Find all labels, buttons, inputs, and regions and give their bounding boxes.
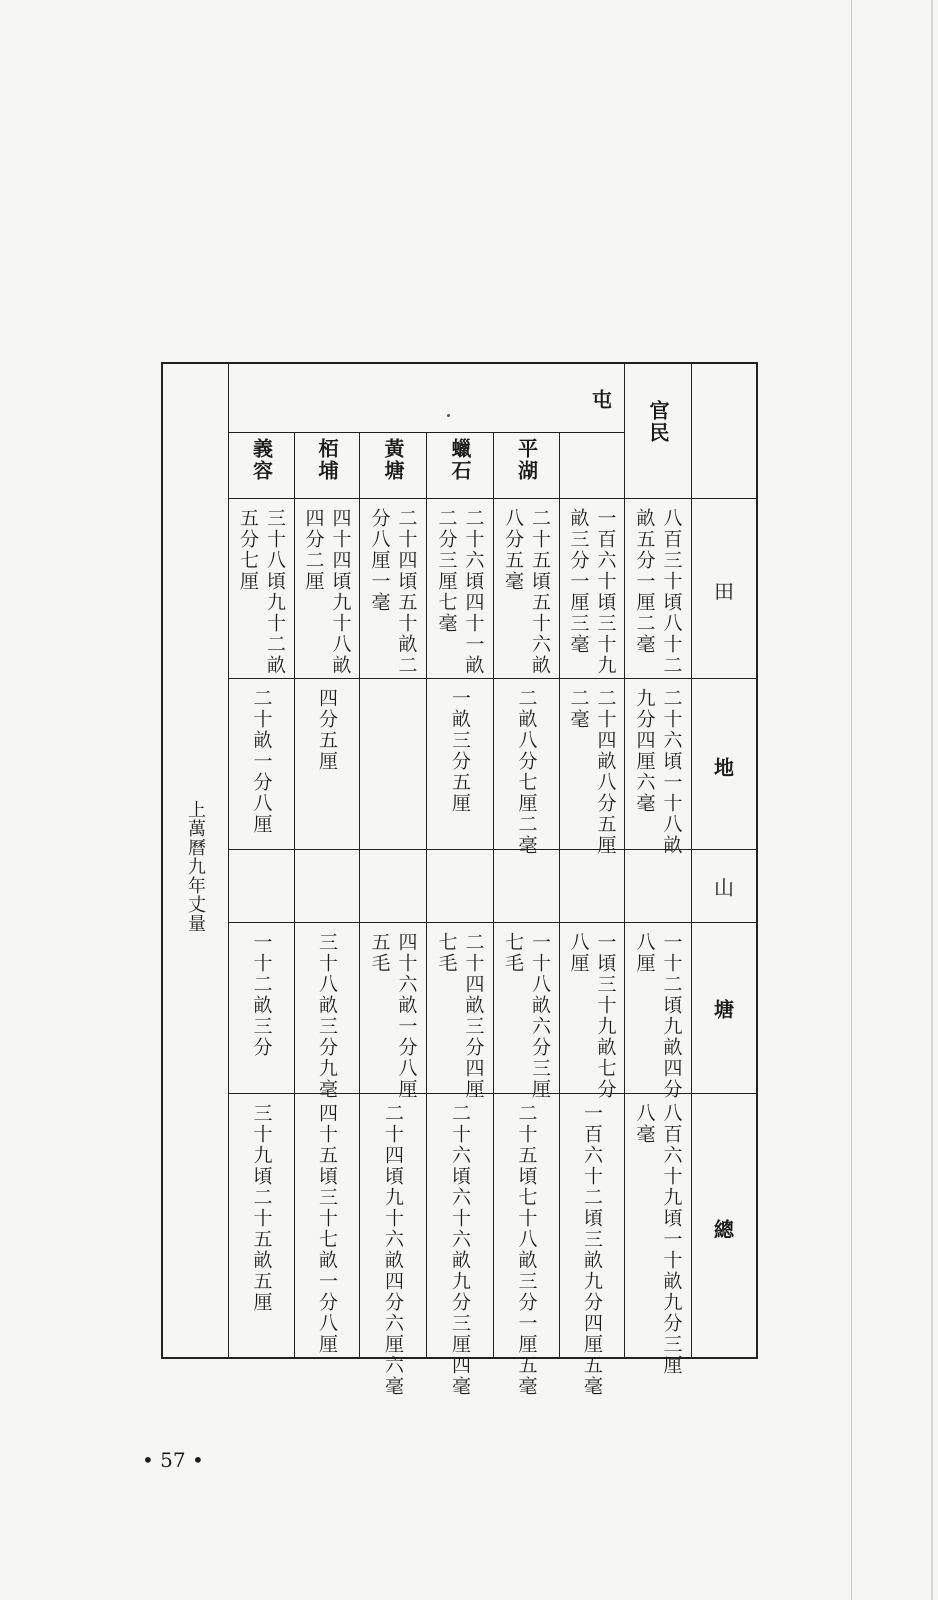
page-edge-line-outer bbox=[931, 0, 933, 1600]
cell-yirong-zong bbox=[228, 1093, 294, 1357]
cell-text: 三十八頃九十二畝 五分七厘 bbox=[237, 508, 286, 676]
cell-yirong-tang bbox=[228, 922, 294, 1093]
cell-yirong-tian bbox=[228, 498, 294, 678]
row-head-pinghu bbox=[493, 432, 559, 498]
cell-text: 四十五頃三十七畝一分八厘 bbox=[316, 1103, 338, 1355]
cell-pinghu-tian bbox=[493, 498, 559, 678]
divider bbox=[691, 362, 692, 1359]
cell-text: 一十八畝六分三厘 七毛 bbox=[502, 932, 551, 1100]
cell-text: 三十八畝三分九毫 bbox=[316, 932, 338, 1100]
col-head-di: 地 bbox=[714, 755, 734, 780]
page-edge-line bbox=[851, 0, 852, 1600]
cell-huangtang-tang bbox=[359, 922, 426, 1100]
row-head-lashi bbox=[426, 432, 493, 498]
cell-guanmin-di bbox=[624, 678, 691, 856]
cell-text: 一十二畝三分 bbox=[250, 932, 273, 1058]
cell-text: 二十四頃九十六畝四分六厘六毫 bbox=[382, 1103, 404, 1397]
header-guanmin: 官民 bbox=[646, 400, 670, 444]
row-head-yirong bbox=[228, 432, 294, 498]
cell-pinghu-zong bbox=[493, 1093, 559, 1397]
cell-text: 二十四頃五十畝二 分八厘一毫 bbox=[368, 508, 418, 676]
cell-text: 一十二頃九畝四分 八厘 bbox=[633, 932, 683, 1100]
header-tun-cell bbox=[228, 362, 624, 432]
cell-tun-tang bbox=[559, 922, 624, 1100]
col-head-shan: 山 bbox=[714, 875, 734, 900]
cell-pinghu-tang bbox=[493, 922, 559, 1100]
table-border-right bbox=[756, 362, 758, 1359]
cell-lashi-tang bbox=[426, 922, 493, 1100]
row-head-label: 栢埔 bbox=[315, 438, 339, 482]
cell-guanmin-zong bbox=[624, 1093, 691, 1376]
cell-text: 二十五頃五十六畝 八分五毫 bbox=[502, 508, 551, 676]
cell-text: 二十四畝三分四厘 七毛 bbox=[435, 932, 485, 1100]
cell-text: 一百六十頃三十九 畝三分一厘三毫 bbox=[567, 508, 617, 676]
cell-baipu-zong bbox=[294, 1093, 359, 1357]
cell-text: 二十五頃七十八畝三分一厘五毫 bbox=[515, 1103, 538, 1397]
header-tun: 屯 bbox=[592, 387, 612, 412]
cell-text: 二十四畝八分五厘 二毫 bbox=[567, 688, 617, 856]
cell-guanmin-tian bbox=[624, 498, 691, 678]
row-head-label: 黃塘 bbox=[381, 438, 405, 482]
cell-tun-tian bbox=[559, 498, 624, 678]
cell-text: 二十畝一分八厘 bbox=[250, 688, 273, 835]
cell-baipu-tang bbox=[294, 922, 359, 1100]
cell-baipu-tian bbox=[294, 498, 359, 678]
col-head-tang: 塘 bbox=[714, 997, 734, 1022]
cell-text: 二畝八分七厘二毫 bbox=[515, 688, 538, 856]
row-head-baipu bbox=[294, 432, 359, 498]
row-head-label: 義容 bbox=[249, 438, 274, 482]
cell-tun-zong bbox=[559, 1093, 624, 1397]
cell-text: 二十六頃六十六畝九分三厘四毫 bbox=[449, 1103, 471, 1397]
page-number: • 57 • bbox=[142, 1448, 204, 1472]
cell-pinghu-di bbox=[493, 678, 559, 856]
col-head-tian: 田 bbox=[714, 579, 734, 604]
cell-text: 二十六頃一十八畝 九分四厘六毫 bbox=[633, 688, 683, 856]
cell-text: 二十六頃四十一畝 二分三厘七毫 bbox=[435, 508, 485, 676]
header-guanmin-cell bbox=[624, 362, 691, 498]
row-head-label: 平湖 bbox=[514, 438, 539, 482]
cell-baipu-di bbox=[294, 678, 359, 849]
footnote-wanli-survey: 上萬曆九年丈量 bbox=[185, 800, 206, 933]
table-border-left bbox=[161, 362, 163, 1359]
cell-text: 四分五厘 bbox=[316, 688, 338, 772]
cell-huangtang-zong bbox=[359, 1093, 426, 1397]
cell-text: 一百六十二頃三畝九分四厘五毫 bbox=[581, 1103, 603, 1397]
row-head-label: 蠟石 bbox=[448, 438, 472, 482]
row-head-huangtang bbox=[359, 432, 426, 498]
cell-text: 一畝三分五厘 bbox=[449, 688, 471, 814]
cell-tun-di bbox=[559, 678, 624, 856]
cell-text: 四十四頃九十八畝 四分二厘 bbox=[302, 508, 352, 676]
cell-text: 三十九頃二十五畝五厘 bbox=[250, 1103, 273, 1313]
cell-lashi-di bbox=[426, 678, 493, 849]
cell-text: 四十六畝一分八厘 五毛 bbox=[368, 932, 418, 1100]
col-head-zong: 總 bbox=[714, 1217, 734, 1242]
cell-yirong-di bbox=[228, 678, 294, 849]
cell-lashi-zong bbox=[426, 1093, 493, 1397]
cell-huangtang-tian bbox=[359, 498, 426, 678]
cell-text: 八百六十九頃一十畝九分三厘 八毫 bbox=[633, 1103, 683, 1376]
cell-lashi-tian bbox=[426, 498, 493, 678]
cell-text: 一頃三十九畝七分 八厘 bbox=[567, 932, 617, 1100]
cell-guanmin-tang bbox=[624, 922, 691, 1100]
cell-text: 八百三十頃八十二 畝五分一厘二毫 bbox=[633, 508, 683, 676]
